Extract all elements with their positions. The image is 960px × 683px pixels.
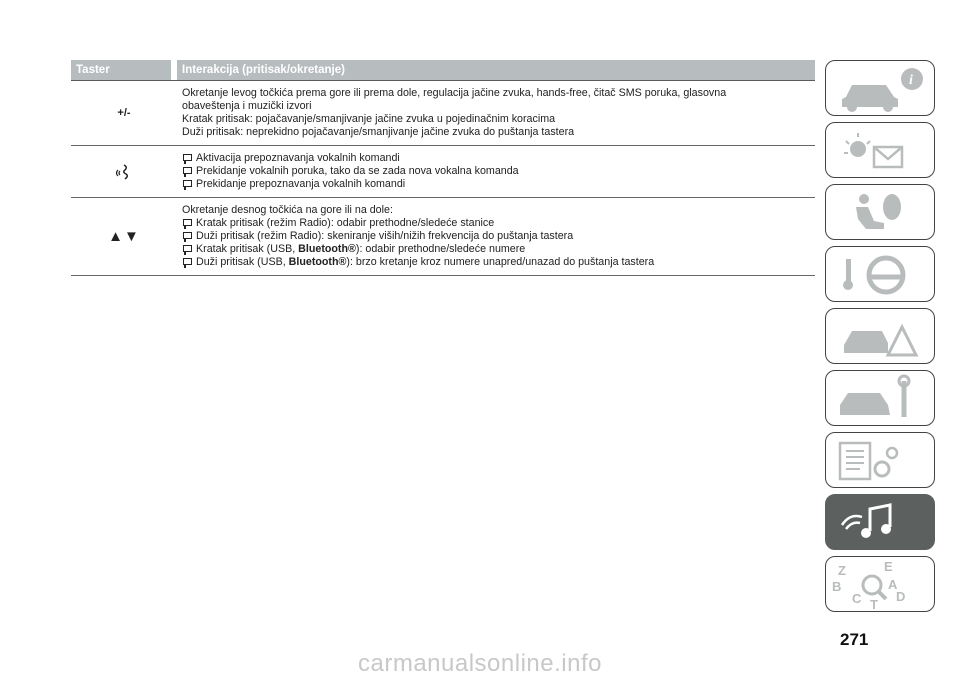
tab-maintenance[interactable]	[825, 370, 935, 426]
bullet-icon	[183, 167, 192, 177]
steering-key-icon	[826, 247, 936, 303]
list-item: Duži pritisak (USB, Bluetooth®): brzo kretanje kroz numere unapred/unazad do puštanja tastera	[182, 256, 815, 269]
voice-key	[71, 146, 177, 197]
svg-text:i: i	[909, 73, 913, 88]
text-line: Okretanje levog točkića prema gore ili prema dole, regulacija jačine zvuka, hands-free, čitač SMS poruka, glasovna	[182, 87, 727, 99]
list-item: Aktivacija prepoznavanja vokalnih komandi	[182, 152, 815, 165]
emergency-icon	[826, 309, 936, 365]
bullet-icon	[183, 154, 192, 164]
table-row	[71, 198, 815, 276]
car-maintenance-icon	[826, 371, 936, 427]
tab-emergency[interactable]	[825, 308, 935, 364]
text-line: Kratak pritisak: pojačavanje/smanjivanje jačine zvuka u pojedinačnim koracima	[182, 113, 556, 125]
table-row	[71, 81, 815, 146]
watermark: carmanualsonline.info	[358, 650, 602, 677]
tab-warning-lights[interactable]	[825, 122, 935, 178]
voice-command-icon	[116, 163, 132, 181]
row-description	[177, 146, 815, 197]
svg-text:C: C	[852, 591, 862, 606]
table-header	[71, 60, 815, 81]
svg-text:D: D	[896, 589, 906, 604]
multimedia-icon	[826, 495, 936, 551]
list-item: Prekidanje vokalnih poruka, tako da se zada nova vokalna komanda	[182, 165, 815, 178]
svg-text:B: B	[832, 579, 842, 594]
svg-text:Z: Z	[838, 563, 846, 578]
seek-key: ▲▼	[108, 228, 140, 245]
bullet-icon	[183, 258, 192, 268]
list-item: Duži pritisak (režim Radio): skeniranje viših/nižih frekvencija do puštanja tastera	[182, 230, 815, 243]
svg-text:A: A	[888, 577, 898, 592]
list-item: Kratak pritisak (USB, Bluetooth®): odabir prethodne/sledeće numere	[182, 243, 815, 256]
text-line: Okretanje desnog točkića na gore ili na dole:	[182, 204, 393, 216]
list-item: Kratak pritisak (režim Radio): odabir prethodne/sledeće stanice	[182, 217, 815, 230]
volume-key: +/-	[117, 107, 131, 119]
technical-data-icon	[826, 433, 936, 489]
tab-index[interactable]	[825, 556, 935, 612]
page-number: 271	[840, 630, 869, 649]
header-description: Interakcija (pritisak/okretanje)	[182, 64, 345, 76]
row-description	[177, 198, 815, 275]
tab-multimedia[interactable]	[825, 494, 935, 550]
bullet-icon	[183, 219, 192, 229]
tab-technical-data[interactable]	[825, 432, 935, 488]
row-description	[177, 81, 815, 145]
safety-airbag-icon	[826, 185, 936, 241]
bullet-icon	[183, 232, 192, 242]
index-icon	[826, 557, 936, 613]
warning-lights-icon	[826, 123, 936, 179]
svg-text:T: T	[870, 597, 878, 612]
controls-table	[71, 60, 815, 276]
tab-car-info[interactable]	[825, 60, 935, 116]
car-info-icon	[826, 61, 936, 117]
bullet-icon	[183, 180, 192, 190]
list-item: Prekidanje prepoznavanja vokalnih komandi	[182, 178, 815, 191]
header-key: Taster	[76, 64, 110, 76]
tab-safety[interactable]	[825, 184, 935, 240]
svg-text:E: E	[884, 559, 893, 574]
table-row	[71, 146, 815, 198]
text-line: Duži pritisak: neprekidno pojačavanje/smanjivanje jačine zvuka do puštanja tastera	[182, 126, 575, 138]
tab-driving[interactable]	[825, 246, 935, 302]
chapter-sidebar	[825, 0, 960, 683]
text-line: obaveštenja i muzički izvori	[182, 100, 312, 112]
bullet-icon	[183, 245, 192, 255]
